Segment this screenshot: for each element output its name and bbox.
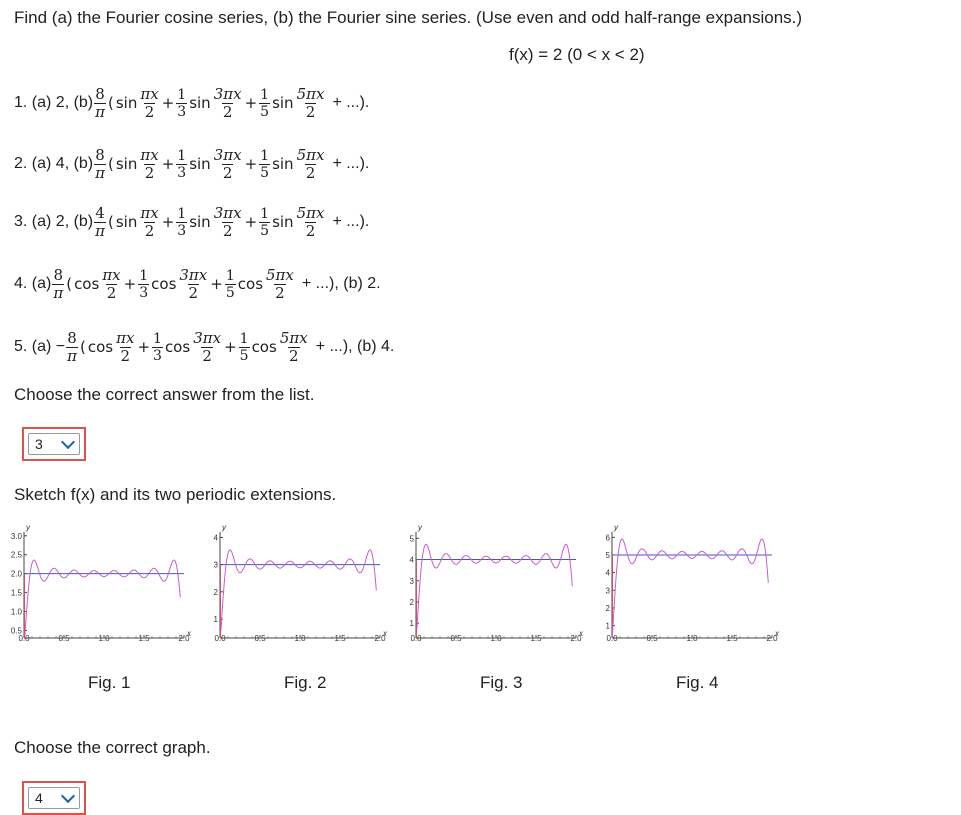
term-coefficient xyxy=(138,268,149,301)
trig-function: sin xyxy=(189,94,211,112)
term-coefficient-numerator: 1 xyxy=(260,147,270,164)
argument-fraction-denominator: 2 xyxy=(305,102,316,121)
y-tick-label: 3.0 xyxy=(10,531,22,541)
plus-sign: + xyxy=(161,213,175,231)
term-coefficient xyxy=(176,206,187,239)
argument-fraction xyxy=(213,86,243,121)
x-tick-label: 1.5 xyxy=(530,634,542,643)
x-tick-label: 0.0 xyxy=(606,634,618,643)
term-coefficient-numerator: 1 xyxy=(225,267,235,284)
y-tick-label: 3 xyxy=(213,560,218,570)
option-trailer: + ...). xyxy=(332,94,370,111)
trig-function: cos xyxy=(164,338,191,356)
prompt-choose-graph: Choose the correct graph. xyxy=(14,738,211,757)
plus-sign: + xyxy=(161,94,175,112)
argument-fraction-denominator: 2 xyxy=(188,283,199,302)
term-coefficient-numerator: 1 xyxy=(260,205,270,222)
x-tick-label: 1.0 xyxy=(490,634,502,643)
figure-label: Fig. 2 xyxy=(284,673,327,692)
open-paren: ( xyxy=(80,338,86,356)
trig-function: sin xyxy=(115,213,138,231)
coefficient-numerator: 8 xyxy=(95,84,105,103)
y-axis-label: y xyxy=(418,523,422,532)
graph-select[interactable] xyxy=(28,787,80,809)
chart-figure xyxy=(4,522,190,642)
argument-fraction-numerator: 3πx xyxy=(179,265,208,284)
option-row xyxy=(14,197,369,247)
plus-sign: + xyxy=(210,275,223,293)
argument-fraction-numerator: πx xyxy=(102,265,121,284)
term-coefficient-numerator: 1 xyxy=(239,330,249,347)
x-tick-label: 1.5 xyxy=(726,634,738,643)
x-tick-label: 2.0 xyxy=(178,634,190,643)
term-coefficient-numerator: 1 xyxy=(260,86,270,103)
coefficient-numerator: 4 xyxy=(95,203,105,222)
y-tick-label: 3 xyxy=(605,586,610,596)
argument-fraction xyxy=(296,205,326,240)
x-tick-label: 1.0 xyxy=(294,634,306,643)
coefficient-numerator: 8 xyxy=(95,145,105,164)
argument-fraction xyxy=(265,267,295,302)
function-definition: f(x) = 2 (0 < x < 2) xyxy=(509,45,645,64)
x-axis-label: x xyxy=(579,629,583,638)
argument-fraction-numerator: 3πx xyxy=(213,84,242,103)
coefficient-denominator: π xyxy=(95,102,105,121)
option-trailer: + ...). xyxy=(332,155,370,172)
x-tick-label: 2.0 xyxy=(374,634,386,643)
argument-fraction xyxy=(192,330,222,365)
x-tick-label: 0.5 xyxy=(58,634,70,643)
x-tick-label: 0.0 xyxy=(18,634,30,643)
term-coefficient xyxy=(152,331,163,364)
plus-sign: + xyxy=(224,338,237,356)
argument-fraction-denominator: 2 xyxy=(120,346,131,365)
y-tick-label: 2 xyxy=(213,587,218,597)
y-tick-label: 0.5 xyxy=(10,626,22,636)
plus-sign: + xyxy=(161,155,175,173)
x-axis-label: x xyxy=(187,629,191,638)
y-tick-label: 3 xyxy=(409,576,414,586)
trig-function: cos xyxy=(74,275,100,293)
question-instruction: Find (a) the Fourier cosine series, (b) the Fourier sine series. (Use even and odd half-range expansions.) xyxy=(14,8,803,27)
trig-function: sin xyxy=(115,94,138,112)
plus-sign: + xyxy=(244,213,258,231)
y-axis-label: y xyxy=(222,523,226,532)
argument-fraction xyxy=(296,147,326,182)
option-label: 5. (a) − xyxy=(14,338,66,355)
trig-function: cos xyxy=(237,275,264,293)
y-axis-label: y xyxy=(26,523,30,532)
option-trailer: + ...). xyxy=(332,213,370,230)
y-tick-label: 5 xyxy=(409,534,414,544)
argument-fraction xyxy=(178,267,208,302)
chart-figure xyxy=(592,522,778,642)
x-tick-label: 1.5 xyxy=(334,634,346,643)
argument-fraction-numerator: 5πx xyxy=(279,328,308,347)
argument-fraction xyxy=(115,330,135,365)
coefficient-fraction xyxy=(52,267,64,302)
argument-fraction-numerator: 3πx xyxy=(213,145,242,164)
plus-sign: + xyxy=(137,338,151,356)
y-tick-label: 5 xyxy=(605,550,610,560)
term-coefficient-numerator: 1 xyxy=(139,267,149,284)
x-tick-label: 1.5 xyxy=(138,634,150,643)
argument-fraction-denominator: 2 xyxy=(222,163,233,182)
option-row xyxy=(14,322,394,372)
x-tick-label: 0.0 xyxy=(214,634,226,643)
argument-fraction xyxy=(213,147,243,182)
series-curve xyxy=(612,539,768,638)
argument-fraction-numerator: 5πx xyxy=(266,265,294,284)
argument-fraction-numerator: 3πx xyxy=(213,203,242,222)
coefficient-fraction xyxy=(94,86,106,121)
term-coefficient-denominator: 5 xyxy=(260,164,270,181)
open-paren: ( xyxy=(108,155,114,173)
argument-fraction xyxy=(101,267,121,302)
option-trailer: + ...), (b) 4. xyxy=(315,338,395,355)
x-tick-label: 0.5 xyxy=(450,634,462,643)
argument-fraction-denominator: 2 xyxy=(144,102,155,121)
x-tick-label: 0.5 xyxy=(254,634,266,643)
answer-select-value: 3 xyxy=(35,436,43,452)
term-coefficient-numerator: 1 xyxy=(153,330,162,347)
chart-figure xyxy=(200,522,386,642)
chart-figure xyxy=(396,522,582,642)
x-axis-label: x xyxy=(775,629,779,638)
argument-fraction xyxy=(139,147,159,182)
argument-fraction-numerator: 5πx xyxy=(296,84,325,103)
term-coefficient xyxy=(176,87,187,120)
argument-fraction xyxy=(279,330,309,365)
argument-fraction-numerator: πx xyxy=(116,328,135,347)
y-tick-label: 2 xyxy=(409,597,414,607)
figure-label: Fig. 3 xyxy=(480,673,523,692)
argument-fraction-denominator: 2 xyxy=(222,221,233,240)
argument-fraction-denominator: 2 xyxy=(275,283,285,302)
series-curve xyxy=(25,560,180,636)
trig-function: sin xyxy=(115,155,138,173)
plus-sign: + xyxy=(244,155,258,173)
argument-fraction-numerator: 3πx xyxy=(193,328,222,347)
option-row xyxy=(14,259,381,309)
x-tick-label: 1.0 xyxy=(686,634,698,643)
argument-fraction-numerator: πx xyxy=(140,203,159,222)
term-coefficient xyxy=(225,268,236,301)
term-coefficient xyxy=(176,148,187,181)
y-tick-label: 6 xyxy=(605,533,610,543)
prompt-choose-answer: Choose the correct answer from the list. xyxy=(14,385,315,404)
argument-fraction-numerator: 5πx xyxy=(296,203,325,222)
argument-fraction-denominator: 2 xyxy=(222,102,233,121)
coefficient-denominator: π xyxy=(95,221,105,240)
trig-function: sin xyxy=(272,213,294,231)
open-paren: ( xyxy=(66,275,73,293)
argument-fraction xyxy=(139,86,159,121)
term-coefficient-numerator: 1 xyxy=(177,147,187,164)
argument-fraction-denominator: 2 xyxy=(305,163,316,182)
y-tick-label: 2 xyxy=(605,603,610,613)
argument-fraction-denominator: 2 xyxy=(305,221,316,240)
trig-function: cos xyxy=(87,338,114,356)
term-coefficient-denominator: 3 xyxy=(153,347,162,364)
trig-function: sin xyxy=(272,155,294,173)
plus-sign: + xyxy=(244,94,258,112)
x-tick-label: 0.0 xyxy=(410,634,422,643)
answer-select-frame xyxy=(22,427,86,461)
x-tick-label: 2.0 xyxy=(766,634,778,643)
graph-select-value: 4 xyxy=(35,790,43,806)
chevron-down-icon xyxy=(61,789,75,803)
term-coefficient-denominator: 5 xyxy=(260,103,270,120)
y-tick-label: 4 xyxy=(605,568,610,578)
y-axis-label: y xyxy=(614,523,618,532)
open-paren: ( xyxy=(108,94,114,112)
option-trailer: + ...), (b) 2. xyxy=(301,275,381,292)
argument-fraction-numerator: πx xyxy=(140,145,159,164)
plus-sign: + xyxy=(123,275,137,293)
coefficient-fraction xyxy=(94,147,106,182)
chevron-down-icon xyxy=(61,435,75,449)
term-coefficient-denominator: 5 xyxy=(260,222,270,239)
open-paren: ( xyxy=(108,213,114,231)
y-tick-label: 1.5 xyxy=(10,588,22,598)
coefficient-denominator: π xyxy=(95,163,105,182)
term-coefficient-denominator: 3 xyxy=(177,164,187,181)
trig-function: cos xyxy=(151,275,177,293)
term-coefficient xyxy=(259,87,270,120)
coefficient-fraction xyxy=(66,330,78,365)
argument-fraction-denominator: 2 xyxy=(144,221,155,240)
y-tick-label: 1.0 xyxy=(10,607,22,617)
argument-fraction-numerator: πx xyxy=(140,84,159,103)
trig-function: cos xyxy=(251,338,277,356)
trig-function: sin xyxy=(272,94,294,112)
figure-label: Fig. 1 xyxy=(88,673,131,692)
coefficient-numerator: 8 xyxy=(53,265,64,284)
argument-fraction xyxy=(296,86,326,121)
option-row xyxy=(14,139,369,189)
term-coefficient-denominator: 5 xyxy=(225,284,235,301)
option-label: 2. (a) 4, (b) xyxy=(14,155,94,172)
term-coefficient-numerator: 1 xyxy=(177,205,187,222)
figure-label: Fig. 4 xyxy=(676,673,719,692)
series-curve xyxy=(221,550,376,631)
argument-fraction-numerator: 5πx xyxy=(296,145,325,164)
y-tick-label: 4 xyxy=(409,555,414,565)
y-tick-label: 1 xyxy=(409,619,414,629)
series-curve xyxy=(417,544,572,629)
option-label: 1. (a) 2, (b) xyxy=(14,94,94,111)
x-axis-label: x xyxy=(383,629,387,638)
argument-fraction-denominator: 2 xyxy=(106,283,117,302)
term-coefficient xyxy=(259,148,270,181)
y-tick-label: 4 xyxy=(213,533,218,543)
option-label: 4. (a) xyxy=(14,275,52,292)
argument-fraction-denominator: 2 xyxy=(202,346,212,365)
coefficient-denominator: π xyxy=(67,346,77,365)
argument-fraction xyxy=(139,205,159,240)
x-tick-label: 0.5 xyxy=(646,634,658,643)
y-tick-label: 2.0 xyxy=(10,569,22,579)
term-coefficient-denominator: 3 xyxy=(139,284,149,301)
trig-function: sin xyxy=(189,155,211,173)
option-label: 3. (a) 2, (b) xyxy=(14,213,94,230)
term-coefficient-denominator: 3 xyxy=(177,103,187,120)
argument-fraction-denominator: 2 xyxy=(288,346,299,365)
option-row xyxy=(14,78,369,128)
term-coefficient-denominator: 3 xyxy=(177,222,187,239)
coefficient-numerator: 8 xyxy=(67,328,77,347)
term-coefficient-numerator: 1 xyxy=(177,86,187,103)
term-coefficient xyxy=(239,331,250,364)
answer-select[interactable] xyxy=(28,433,80,455)
prompt-sketch: Sketch f(x) and its two periodic extensions. xyxy=(14,485,337,504)
x-tick-label: 1.0 xyxy=(98,634,110,643)
argument-fraction xyxy=(213,205,243,240)
coefficient-denominator: π xyxy=(53,283,64,302)
y-tick-label: 1 xyxy=(605,621,610,631)
term-coefficient-denominator: 5 xyxy=(239,347,249,364)
trig-function: sin xyxy=(189,213,211,231)
graph-select-frame xyxy=(22,781,86,815)
y-tick-label: 1 xyxy=(213,614,218,624)
y-tick-label: 2.5 xyxy=(10,550,22,560)
argument-fraction-denominator: 2 xyxy=(144,163,155,182)
term-coefficient xyxy=(259,206,270,239)
x-tick-label: 2.0 xyxy=(570,634,582,643)
coefficient-fraction xyxy=(94,205,106,240)
